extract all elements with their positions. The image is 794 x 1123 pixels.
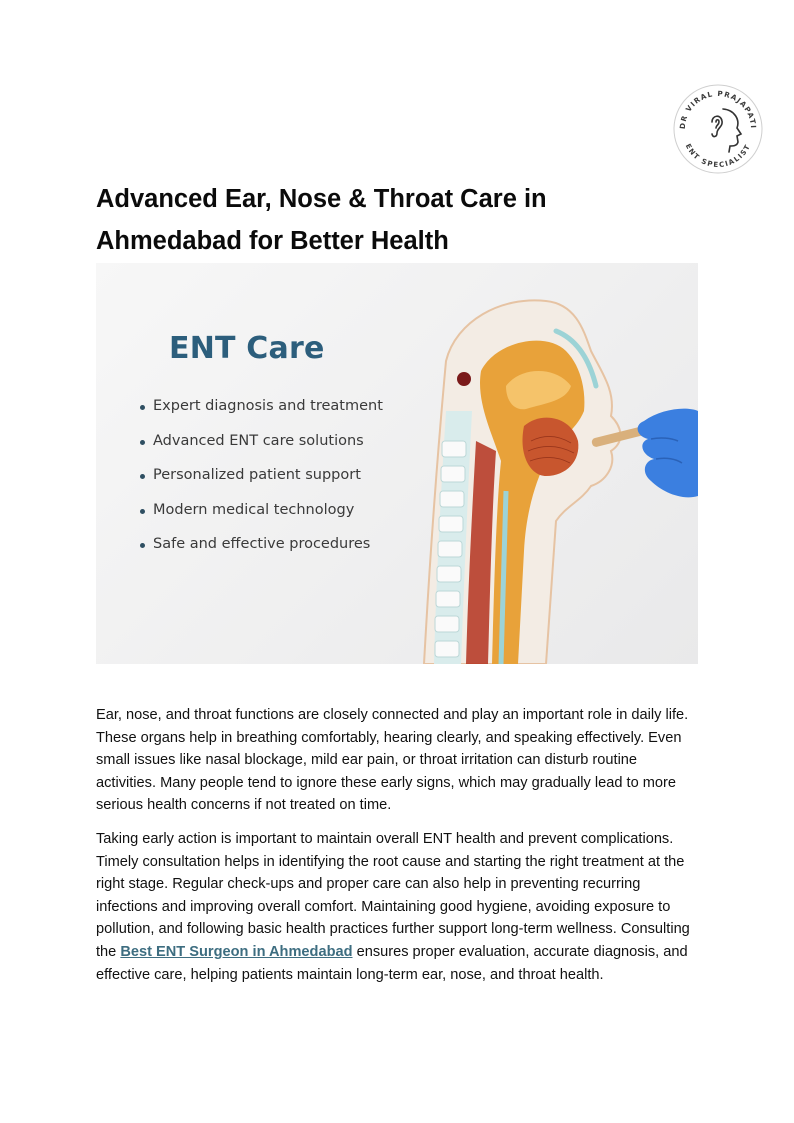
logo-bottom-text: ENT SPECIALIST: [683, 142, 753, 170]
best-ent-surgeon-link[interactable]: Best ENT Surgeon in Ahmedabad: [120, 943, 353, 960]
banner-heading: ENT Care: [169, 331, 325, 366]
intro-paragraph: Ear, nose, and throat functions are closely connected and play an important role in daily life. These organs help in breathing comfortably, hearing clearly, and speaking effectively. Even small issues like nasal blockage, mild ear pain, or throat irritation can disturb routine activities. Many people tend to ignore these early signs, which may gradually lead to more serious health concerns if not treated on time.: [96, 707, 689, 814]
page-title: Advanced Ear, Nose & Throat Care in Ahmedabad for Better Health: [96, 185, 547, 255]
clinic-logo: [671, 82, 765, 176]
bullet-item: Advanced ENT care solutions: [140, 433, 383, 468]
care-text-after: ensures proper evaluation, accurate diagnosis, and effective care, helping patients maintain long-term ear, nose, and throat health.: [96, 943, 688, 983]
logo-top-text: DR VIRAL PRAJAPATI: [677, 88, 759, 130]
ent-care-banner: [96, 263, 698, 664]
banner-bullet-list: [140, 398, 383, 571]
throat-anatomy-illustration: [406, 291, 698, 664]
bullet-item: Personalized patient support: [140, 467, 383, 502]
bullet-item: Modern medical technology: [140, 502, 383, 537]
gloved-hand-icon: [638, 409, 698, 498]
bullet-item: Expert diagnosis and treatment: [140, 398, 383, 433]
care-text-before: Taking early action is important to maintain overall ENT health and prevent complications. Timely consultation helps in identifying the root cause and starting the right treatment at the right stage. Regular check-ups and proper care can also help in preventing recurring infections and improving overall comfort. Maintaining good hygiene, avoiding exposure to pollution, and following basic health practices further support long-term wellness. Consulting the: [96, 831, 690, 960]
care-paragraph: [96, 828, 700, 986]
bullet-item: Safe and effective procedures: [140, 536, 383, 571]
